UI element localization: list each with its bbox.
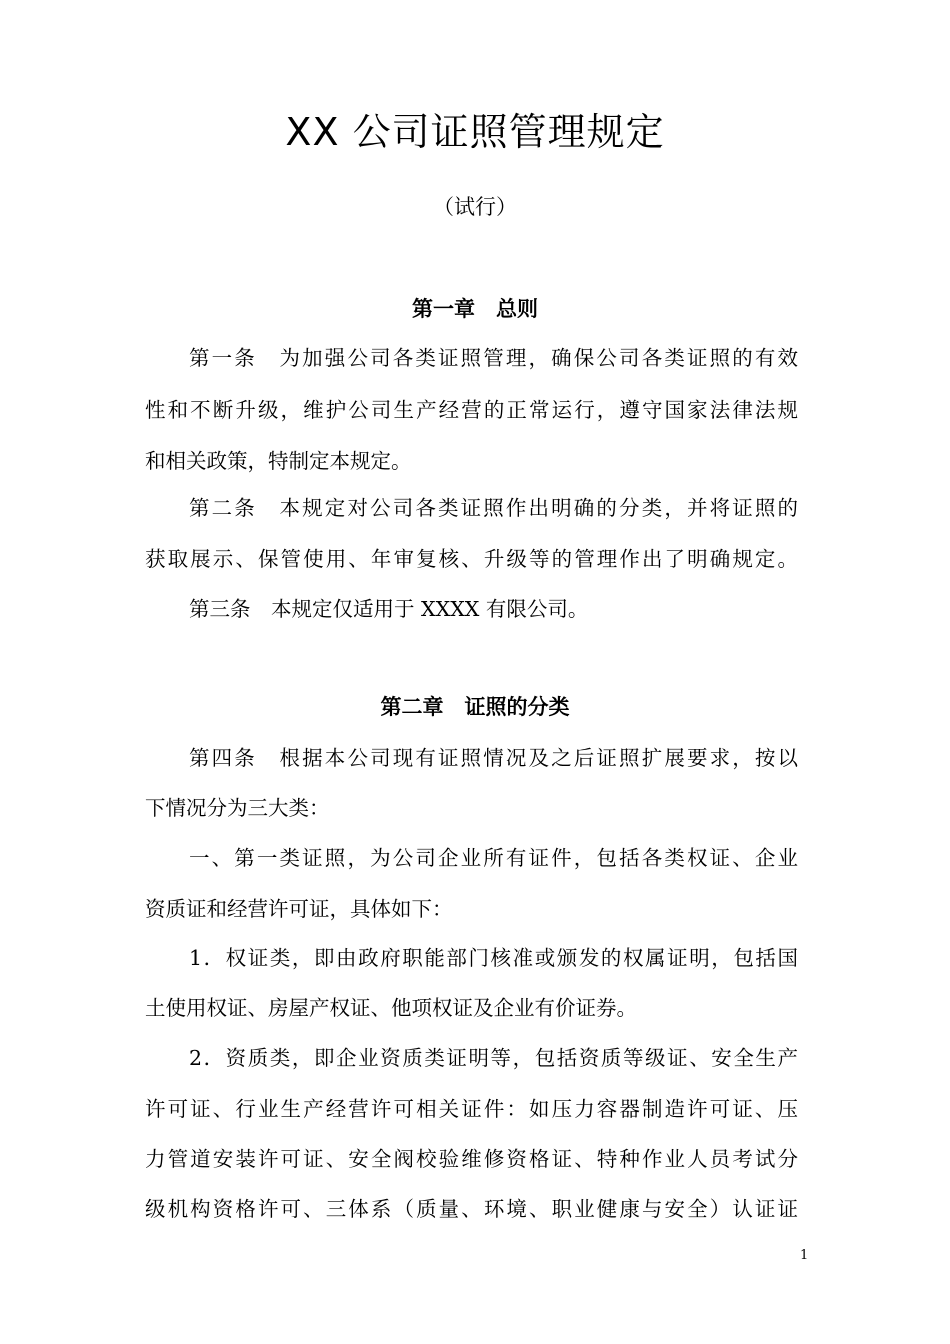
paragraph-line: 性和不断升级，维护公司生产经营的正常运行，遵守国家法律法规 [145,398,798,422]
page-number: 1 [800,1248,809,1263]
chapter-heading: 第二章 证照的分类 [380,695,570,719]
paragraph-line: 土使用权证、房屋产权证、他项权证及企业有价证券。 [145,996,637,1020]
paragraph-line: 第二条 本规定对公司各类证照作出明确的分类，并将证照的 [189,496,798,520]
paragraph-line: 资质证和经营许可证，具体如下： [145,897,453,921]
document-subtitle: （试行） [433,195,517,219]
paragraph-line: 第三条 本规定仅适用于 XXXX 有限公司。 [189,597,589,621]
paragraph-line: 获取展示、保管使用、年审复核、升级等的管理作出了明确规定。 [145,547,798,571]
paragraph-line: 许可证、行业生产经营许可相关证件：如压力容器制造许可证、压 [145,1097,798,1121]
paragraph-line: 2．资质类，即企业资质类证明等，包括资质等级证、安全生产 [189,1046,798,1070]
paragraph-line: 下情况分为三大类： [145,796,330,820]
paragraph-line: 一、第一类证照，为公司企业所有证件，包括各类权证、企业 [189,846,798,870]
paragraph-line: 第四条 根据本公司现有证照情况及之后证照扩展要求，按以 [189,746,798,770]
chapter-heading: 第一章 总则 [412,297,538,321]
paragraph-line: 第一条 为加强公司各类证照管理，确保公司各类证照的有效 [189,346,798,370]
paragraph-line: 1．权证类，即由政府职能部门核准或颁发的权属证明，包括国 [189,946,798,970]
paragraph-line: 级机构资格许可、三体系（质量、环境、职业健康与安全）认证证 [145,1197,798,1221]
paragraph-line: 和相关政策，特制定本规定。 [145,449,412,473]
document-title: XX 公司证照管理规定 [285,110,665,154]
paragraph-line: 力管道安装许可证、安全阀校验维修资格证、特种作业人员考试分 [145,1147,798,1171]
